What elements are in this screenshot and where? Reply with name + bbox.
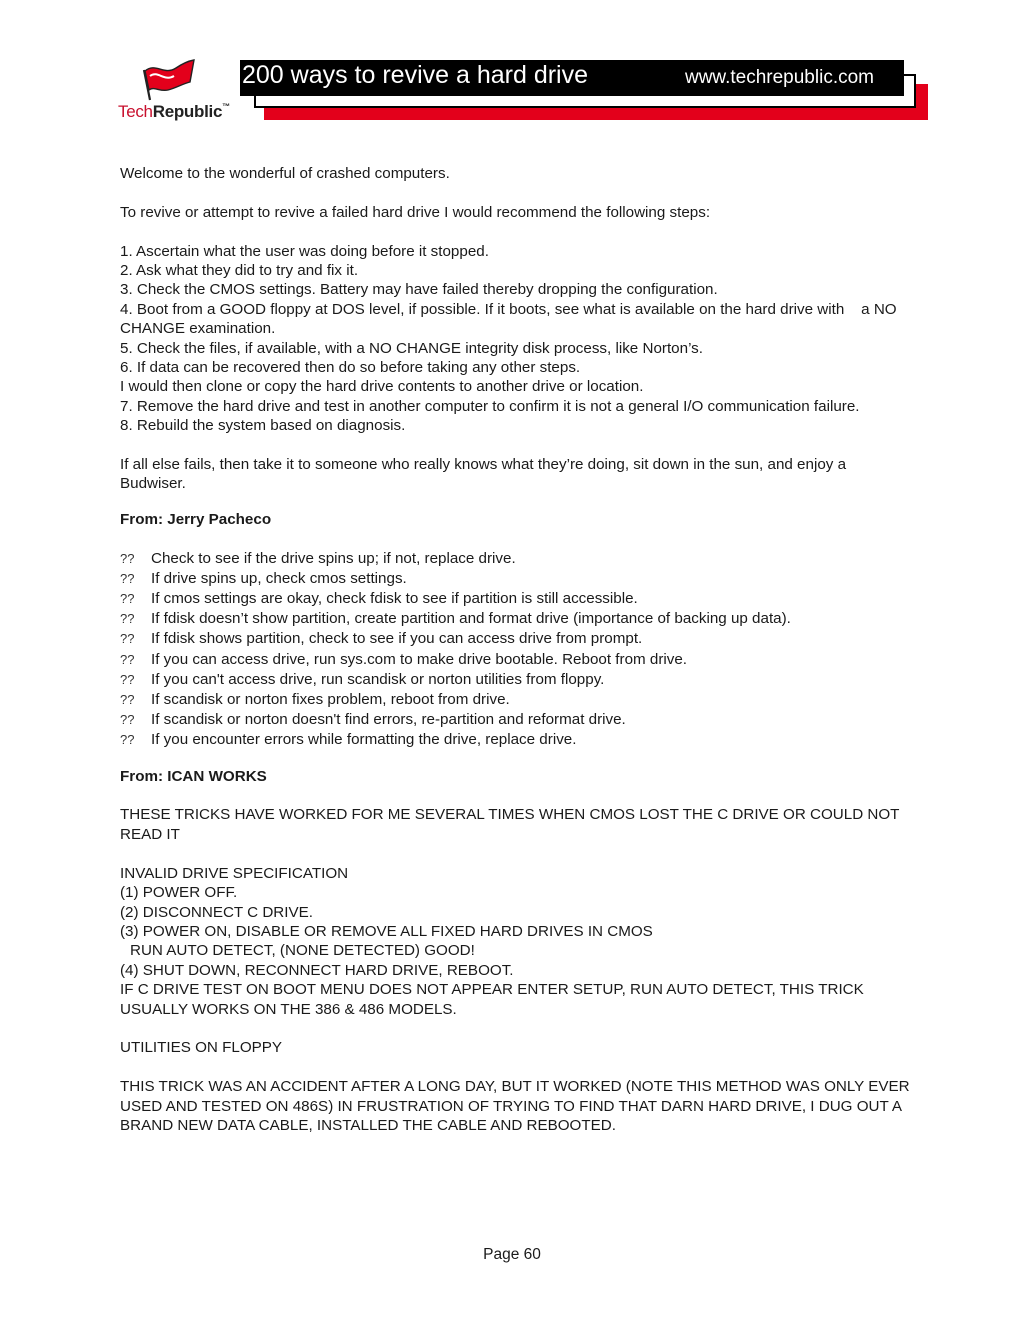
techrepublic-logo: [118, 58, 238, 128]
list-item: ?? If cmos settings are okay, check fdisk to see if partition is still accessible.: [120, 590, 638, 608]
document-title: 200 ways to revive a hard drive: [242, 61, 589, 89]
note-paragraph: IF C DRIVE TEST ON BOOT MENU DOES NOT APPEAR ENTER SETUP, RUN AUTO DETECT, THIS TRICK USUALLY WORKS ON THE 386 & 486 MODELS.: [120, 981, 864, 1018]
step-item: (1) POWER OFF.: [120, 884, 238, 902]
flag-icon: [142, 58, 198, 104]
step-item: (2) DISCONNECT C DRIVE.: [120, 903, 313, 921]
list-item: ?? If fdisk shows partition, check to see if you can access drive from prompt.: [120, 630, 643, 648]
page-number: Page 60: [483, 1246, 541, 1263]
step-item: 2. Ask what they did to try and fix it.: [120, 262, 359, 279]
closing-paragraph: If all else fails, then take it to someone who really knows what they’re doing, sit down in the sun, and enjoy a Budwiser.: [120, 456, 847, 493]
tricks-intro: THESE TRICKS HAVE WORKED FOR ME SEVERAL TIMES WHEN CMOS LOST THE C DRIVE OR COULD NOT READ IT: [120, 806, 900, 843]
list-item: ?? Check to see if the drive spins up; if not, replace drive.: [120, 549, 516, 567]
list-item: ?? If scandisk or norton fixes problem, reboot from drive.: [120, 691, 510, 709]
intro-paragraph: Welcome to the wonderful of crashed computers.: [120, 165, 450, 182]
subheading: INVALID DRIVE SPECIFICATION: [120, 864, 349, 882]
step-item: 6. If data can be recovered then do so before taking any other steps.: [120, 359, 581, 377]
logo-wordmark: TechRepublic™: [118, 102, 230, 121]
step-item: 8. Rebuild the system based on diagnosis.: [120, 417, 406, 435]
author-heading: From: Jerry Pacheco: [120, 510, 272, 528]
step-item: (4) SHUT DOWN, RECONNECT HARD DRIVE, REBOOT.: [120, 961, 514, 979]
step-item: 5. Check the files, if available, with a NO CHANGE integrity disk process, like Norton’s.: [120, 339, 703, 357]
list-item: ?? If you can access drive, run sys.com to make drive bootable. Reboot from drive.: [120, 650, 688, 668]
step-item: RUN AUTO DETECT, (NONE DETECTED) GOOD!: [130, 942, 475, 960]
header-banner: [240, 60, 904, 96]
checklist: [120, 549, 910, 751]
step-item: 1. Ascertain what the user was doing before it stopped.: [120, 242, 489, 260]
subheading: UTILITIES ON FLOPPY: [120, 1039, 283, 1057]
list-item: ?? If you encounter errors while formatting the drive, replace drive.: [120, 731, 577, 749]
page-content: [120, 164, 910, 1135]
author-heading: From: ICAN WORKS: [120, 767, 267, 785]
step-item: 7. Remove the hard drive and test in another computer to confirm it is not a general I/O communication failure.: [120, 397, 860, 415]
step-item: 4. Boot from a GOOD floppy at DOS level, if possible. If it boots, see what is available on the hard drive with a NO CHANGE examination.: [120, 300, 901, 338]
list-item: ?? If fdisk doesn’t show partition, create partition and format drive (importance of backing up data).: [120, 610, 791, 628]
story-paragraph: THIS TRICK WAS AN ACCIDENT AFTER A LONG DAY, BUT IT WORKED (NOTE THIS METHOD WAS ONLY EVER USED AND TESTED ON 486S) IN FRUSTRATION OF TRYING TO FIND THAT DARN HARD DRIVE, I DUG OUT A BRAND NEW DATA CABLE, INSTALLED THE CABLE AND REBOOTED.: [120, 1078, 910, 1134]
list-item: ?? If you can't access drive, run scandisk or norton utilities from floppy.: [120, 670, 605, 688]
lead-paragraph: To revive or attempt to revive a failed hard drive I would recommend the following steps:: [120, 203, 711, 221]
list-item: ?? If drive spins up, check cmos settings.: [120, 569, 407, 587]
list-item: ?? If scandisk or norton doesn't find errors, re-partition and reformat drive.: [120, 711, 626, 729]
step-item: (3) POWER ON, DISABLE OR REMOVE ALL FIXED HARD DRIVES IN CMOS: [120, 922, 653, 940]
step-item: 3. Check the CMOS settings. Battery may have failed thereby dropping the configuration.: [120, 281, 718, 299]
site-url: www.techrepublic.com: [684, 67, 874, 88]
step-item: I would then clone or copy the hard drive contents to another drive or location.: [120, 378, 644, 396]
